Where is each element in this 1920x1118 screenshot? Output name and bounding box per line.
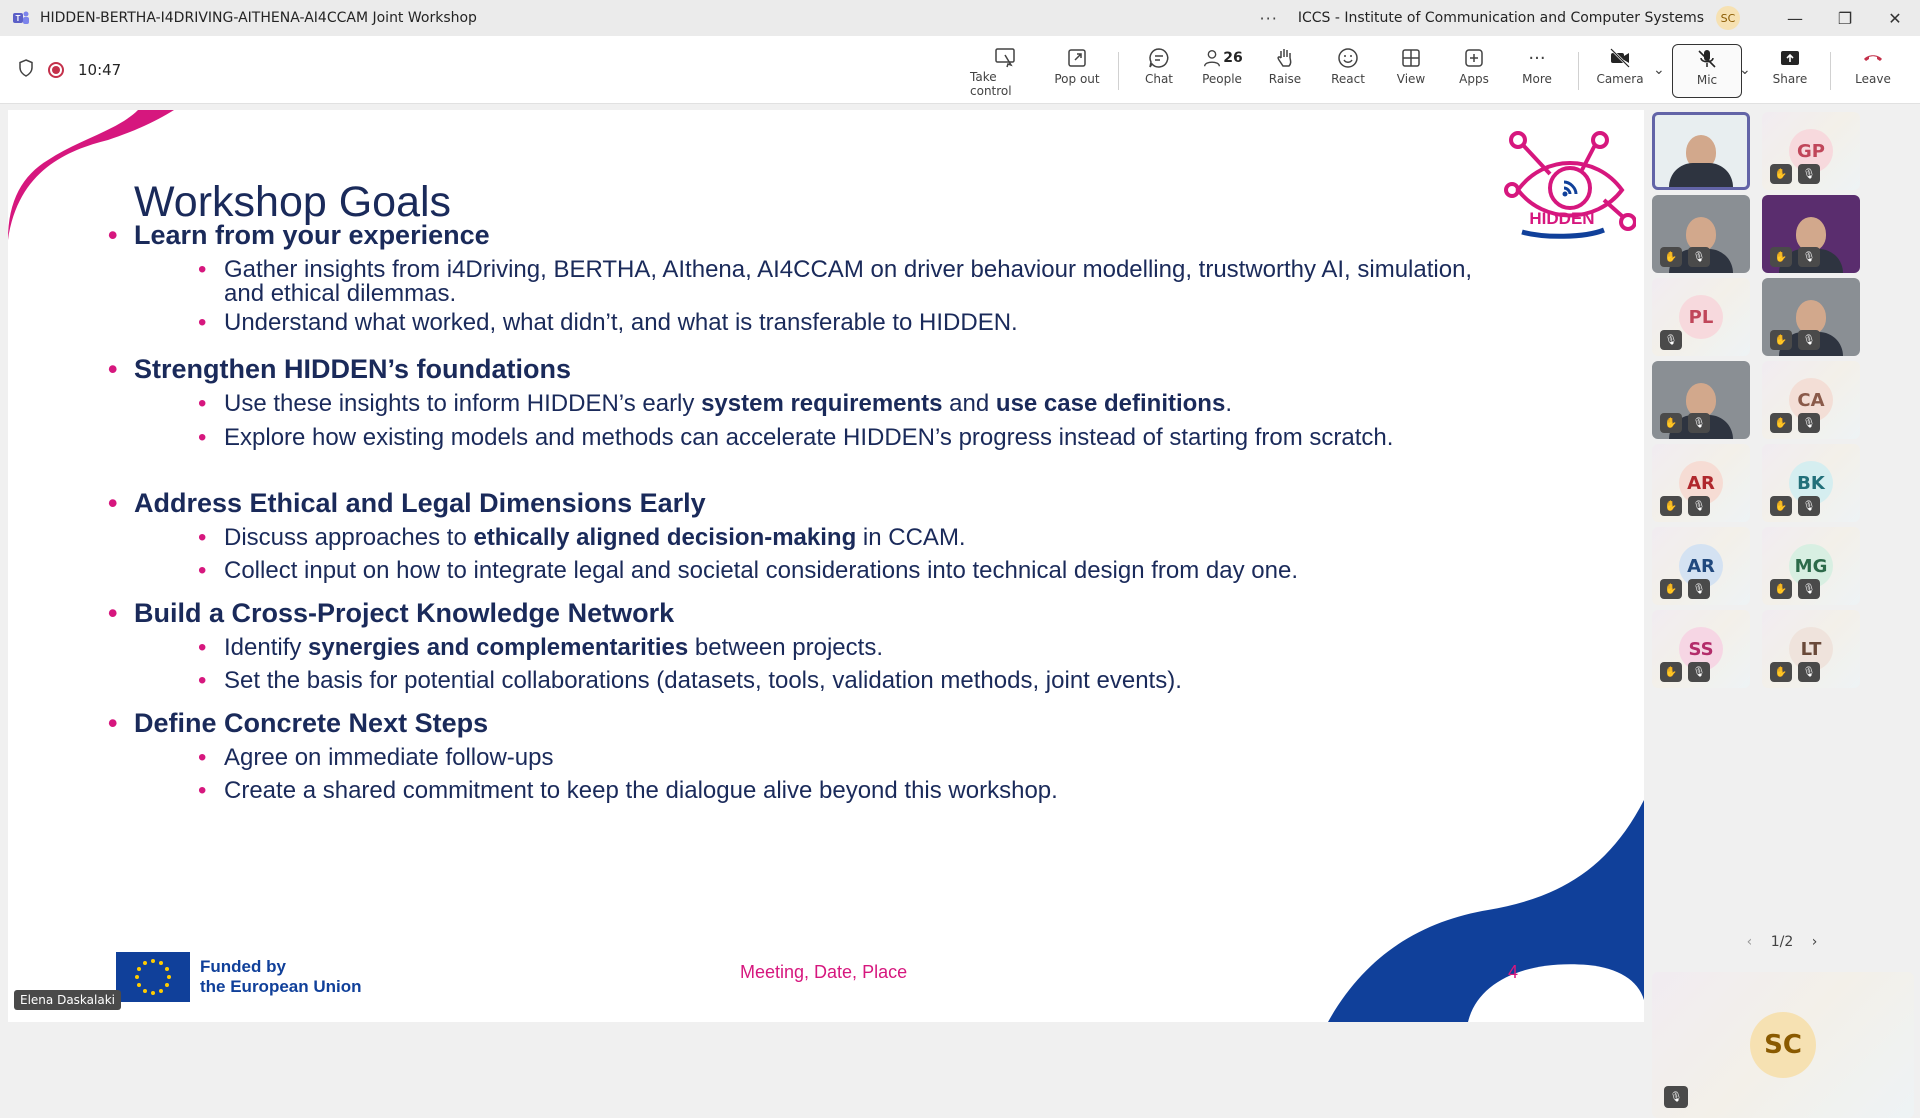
view-button[interactable]	[1376, 44, 1446, 98]
hidden-logo-icon	[1504, 124, 1636, 244]
participant-tile[interactable]	[1762, 361, 1860, 439]
goal-item	[224, 426, 1484, 450]
hand-icon: ✋	[1660, 579, 1682, 599]
chat-icon	[1147, 44, 1171, 72]
participant-avatar: PL	[1679, 295, 1723, 339]
ellipsis-icon: ···	[1528, 47, 1546, 69]
goal-heading: • Strengthen HIDDEN’s foundations	[134, 354, 571, 385]
participant-status	[1770, 579, 1820, 599]
raise-hand-icon	[1273, 44, 1297, 72]
hand-icon: ✋	[1770, 247, 1792, 267]
grid-icon	[1399, 44, 1423, 72]
mic-off-icon: 🎙	[1798, 662, 1820, 682]
organization-name[interactable]: ICCS - Institute of Communication and Computer Systems	[1297, 10, 1704, 26]
goal-item-text: Understand what worked, what didn’t, and what is transferable to HIDDEN.	[224, 309, 1018, 336]
eu-flag-icon	[116, 952, 190, 1002]
participant-tile[interactable]	[1762, 444, 1860, 522]
mic-off-icon: 🎙	[1798, 330, 1820, 350]
people-label: People	[1202, 72, 1242, 86]
chat-button[interactable]	[1124, 44, 1194, 98]
participant-status	[1660, 247, 1710, 267]
funded-by-line-2: the European Union	[200, 977, 362, 996]
participant-tile[interactable]	[1652, 112, 1750, 190]
more-button[interactable]	[1502, 44, 1572, 98]
hand-icon: ✋	[1770, 662, 1792, 682]
mic-label: Mic	[1696, 73, 1718, 87]
goal-item	[224, 392, 1484, 416]
mic-off-icon: 🎙	[1798, 413, 1820, 433]
pop-out-label: Pop out	[1054, 72, 1100, 86]
slide-corner-wave	[1308, 800, 1644, 1022]
share-label: Share	[1772, 72, 1808, 86]
participant-tile[interactable]	[1762, 527, 1860, 605]
participant-tile[interactable]	[1762, 610, 1860, 688]
hand-icon: ✋	[1660, 662, 1682, 682]
participant-status	[1770, 413, 1820, 433]
share-button[interactable]	[1755, 44, 1825, 98]
view-label: View	[1396, 72, 1426, 86]
participant-avatar: CA	[1789, 378, 1833, 422]
meeting-toolbar	[0, 36, 1920, 104]
mic-off-icon: 🎙	[1688, 413, 1710, 433]
mic-off-icon: 🎙	[1688, 579, 1710, 599]
toolbar-divider	[1578, 52, 1579, 90]
apps-label: Apps	[1459, 72, 1489, 86]
slide-page-number: 4	[1508, 962, 1519, 982]
funded-by-line-1: Funded by	[200, 957, 286, 976]
goal-item-text: Set the basis for potential collaborations (datasets, tools, validation methods, joint events).	[224, 667, 1182, 694]
hand-icon: ✋	[1770, 496, 1792, 516]
eu-funding-badge	[116, 952, 362, 1002]
goal-item-text: Agree on immediate follow-ups	[224, 744, 554, 771]
participant-status	[1770, 330, 1820, 350]
participant-tile[interactable]	[1762, 112, 1860, 190]
goal-item	[224, 311, 1484, 335]
hand-icon: ✋	[1660, 413, 1682, 433]
goal-heading: • Learn from your experience	[134, 220, 490, 251]
mic-off-icon: 🎙	[1798, 164, 1820, 184]
goal-item-emphasis: synergies and complementarities	[308, 634, 689, 661]
participants-gallery	[1644, 104, 1920, 1103]
hand-icon: ✋	[1770, 413, 1792, 433]
react-label: React	[1331, 72, 1365, 86]
participant-tile[interactable]	[1652, 610, 1750, 688]
raise-label: Raise	[1268, 72, 1302, 86]
camera-button[interactable]	[1585, 44, 1655, 98]
goal-item	[224, 258, 1484, 306]
people-count: 26	[1223, 50, 1243, 66]
participant-status	[1770, 164, 1820, 184]
account-avatar[interactable]: SC	[1716, 6, 1740, 30]
camera-label: Camera	[1596, 72, 1644, 86]
restore-icon[interactable]: ❐	[1837, 8, 1853, 28]
self-mic-off-icon: 🎙	[1664, 1086, 1688, 1108]
raise-hand-button[interactable]	[1250, 44, 1320, 98]
slide-footer-meeting: Meeting, Date, Place	[740, 962, 908, 982]
gallery-pager	[1644, 934, 1920, 950]
more-label: More	[1522, 72, 1552, 86]
mic-off-icon: 🎙	[1798, 579, 1820, 599]
take-control-button[interactable]	[970, 44, 1040, 98]
participant-avatar: AR	[1679, 544, 1723, 588]
participant-status	[1660, 662, 1710, 682]
pop-out-button[interactable]	[1042, 44, 1112, 98]
hand-icon: ✋	[1770, 330, 1792, 350]
mic-off-icon: 🎙	[1798, 496, 1820, 516]
participant-status	[1660, 579, 1710, 599]
mic-options-chevron-icon[interactable]: ⌄	[1739, 62, 1751, 78]
participant-video	[1796, 300, 1826, 334]
meeting-timer: 10:47	[78, 61, 122, 79]
funded-by-text	[200, 957, 362, 997]
presenter-name-tag: Elena Daskalaki	[14, 990, 121, 1010]
participant-avatar: MG	[1789, 544, 1833, 588]
next-page-chevron-icon[interactable]: ›	[1811, 934, 1818, 950]
participant-tile[interactable]	[1652, 278, 1750, 356]
goal-item	[224, 636, 1484, 660]
leave-button[interactable]	[1838, 44, 1908, 98]
close-icon[interactable]: ✕	[1888, 8, 1902, 28]
take-control-label: Take control	[970, 70, 1012, 98]
mic-off-icon: 🎙	[1798, 247, 1820, 267]
apps-button[interactable]	[1439, 44, 1509, 98]
participant-avatar: SS	[1679, 627, 1723, 671]
smiley-icon	[1336, 44, 1360, 72]
minimize-icon[interactable]: —	[1787, 8, 1803, 28]
mic-off-icon: 🎙	[1688, 662, 1710, 682]
mic-button[interactable]	[1672, 44, 1742, 98]
goal-item	[224, 746, 1484, 770]
goal-item-text: .	[1225, 390, 1232, 417]
goal-item-text: Use these insights to inform HIDDEN’s early	[224, 390, 702, 417]
toolbar-divider	[1118, 52, 1119, 90]
gallery-page-indicator: 1/2	[1770, 934, 1794, 950]
mic-off-icon: 🎙	[1660, 330, 1682, 350]
share-screen-icon	[1778, 44, 1802, 72]
goal-item-text: Create a shared commitment to keep the dialogue alive beyond this workshop.	[224, 777, 1058, 804]
pop-out-icon	[1065, 44, 1089, 72]
participant-status	[1660, 496, 1710, 516]
window-title-bar	[0, 0, 1920, 36]
participant-tile[interactable]	[1652, 195, 1750, 273]
participant-video-body	[1669, 163, 1733, 187]
more-options-icon[interactable]: ···	[1259, 8, 1278, 28]
goal-item	[224, 559, 1484, 583]
goal-item-emphasis: system requirements	[701, 390, 943, 417]
toolbar-divider	[1830, 52, 1831, 90]
participant-status	[1770, 662, 1820, 682]
goal-item-emphasis: ethically aligned decision-making	[473, 524, 857, 551]
participant-tile[interactable]	[1652, 527, 1750, 605]
participant-status	[1660, 413, 1710, 433]
shield-icon	[18, 59, 34, 81]
camera-options-chevron-icon[interactable]: ⌄	[1653, 62, 1665, 78]
participant-video	[1686, 383, 1716, 417]
participant-video	[1686, 217, 1716, 251]
goal-item-text: in CCAM.	[856, 524, 966, 551]
teams-app-icon	[12, 9, 30, 27]
slide-title: Workshop Goals	[134, 178, 452, 226]
recording-icon	[48, 62, 64, 78]
people-icon	[1201, 44, 1242, 72]
goal-item-text: Identify	[224, 634, 309, 661]
goal-item-emphasis: use case definitions	[995, 390, 1226, 417]
participant-status	[1770, 496, 1820, 516]
people-button[interactable]	[1187, 44, 1257, 98]
window-title: HIDDEN-BERTHA-I4DRIVING-AITHENA-AI4CCAM Joint Workshop	[40, 10, 477, 26]
participant-status	[1770, 247, 1820, 267]
goal-item	[224, 526, 1484, 550]
self-avatar: SC	[1750, 1012, 1816, 1078]
participant-avatar: AR	[1679, 461, 1723, 505]
mic-off-icon: 🎙	[1688, 247, 1710, 267]
goal-heading: • Define Concrete Next Steps	[134, 708, 488, 739]
participant-avatar: LT	[1789, 627, 1833, 671]
hand-icon: ✋	[1660, 247, 1682, 267]
previous-page-chevron-icon[interactable]: ‹	[1746, 934, 1753, 950]
chat-label: Chat	[1144, 72, 1174, 86]
goal-item-text: between projects.	[688, 634, 883, 661]
goal-item-text: Explore how existing models and methods can accelerate HIDDEN’s progress instead of starting from scratch.	[224, 424, 1394, 451]
react-button[interactable]	[1313, 44, 1383, 98]
participant-tile[interactable]	[1762, 195, 1860, 273]
plus-box-icon	[1462, 44, 1486, 72]
hang-up-icon	[1861, 44, 1885, 72]
participant-video	[1796, 217, 1826, 251]
goal-item	[224, 669, 1484, 693]
participant-tile[interactable]	[1652, 444, 1750, 522]
goal-item-text: Gather insights from i4Driving, BERTHA, AIthena, AI4CCAM on driver behaviour modelling, trustworthy AI, simulation, and ethical dilemmas.	[224, 256, 1473, 307]
hidden-logo-text: HIDDEN	[1529, 209, 1595, 228]
goal-item-text: and	[942, 390, 996, 417]
goal-item-text: Collect input on how to integrate legal and societal considerations into technical design from day one.	[224, 557, 1298, 584]
hand-icon: ✋	[1660, 496, 1682, 516]
goal-item	[224, 779, 1484, 803]
participant-status	[1660, 330, 1682, 350]
participant-avatar: BK	[1789, 461, 1833, 505]
svg-text:T: T	[15, 14, 21, 23]
leave-label: Leave	[1855, 72, 1891, 86]
self-video-tile[interactable]	[1652, 972, 1914, 1118]
mic-off-icon	[1695, 45, 1719, 73]
take-control-icon	[993, 44, 1017, 70]
participant-tile[interactable]	[1762, 278, 1860, 356]
participant-avatar: GP	[1789, 129, 1833, 173]
hand-icon: ✋	[1770, 164, 1792, 184]
shared-slide	[8, 110, 1644, 1022]
goal-heading: • Build a Cross-Project Knowledge Network	[134, 598, 674, 629]
goal-item-text: Discuss approaches to	[224, 524, 474, 551]
goal-heading: • Address Ethical and Legal Dimensions Early	[134, 488, 706, 519]
hand-icon: ✋	[1770, 579, 1792, 599]
mic-off-icon: 🎙	[1688, 496, 1710, 516]
participant-tile[interactable]	[1652, 361, 1750, 439]
camera-off-icon	[1608, 44, 1632, 72]
